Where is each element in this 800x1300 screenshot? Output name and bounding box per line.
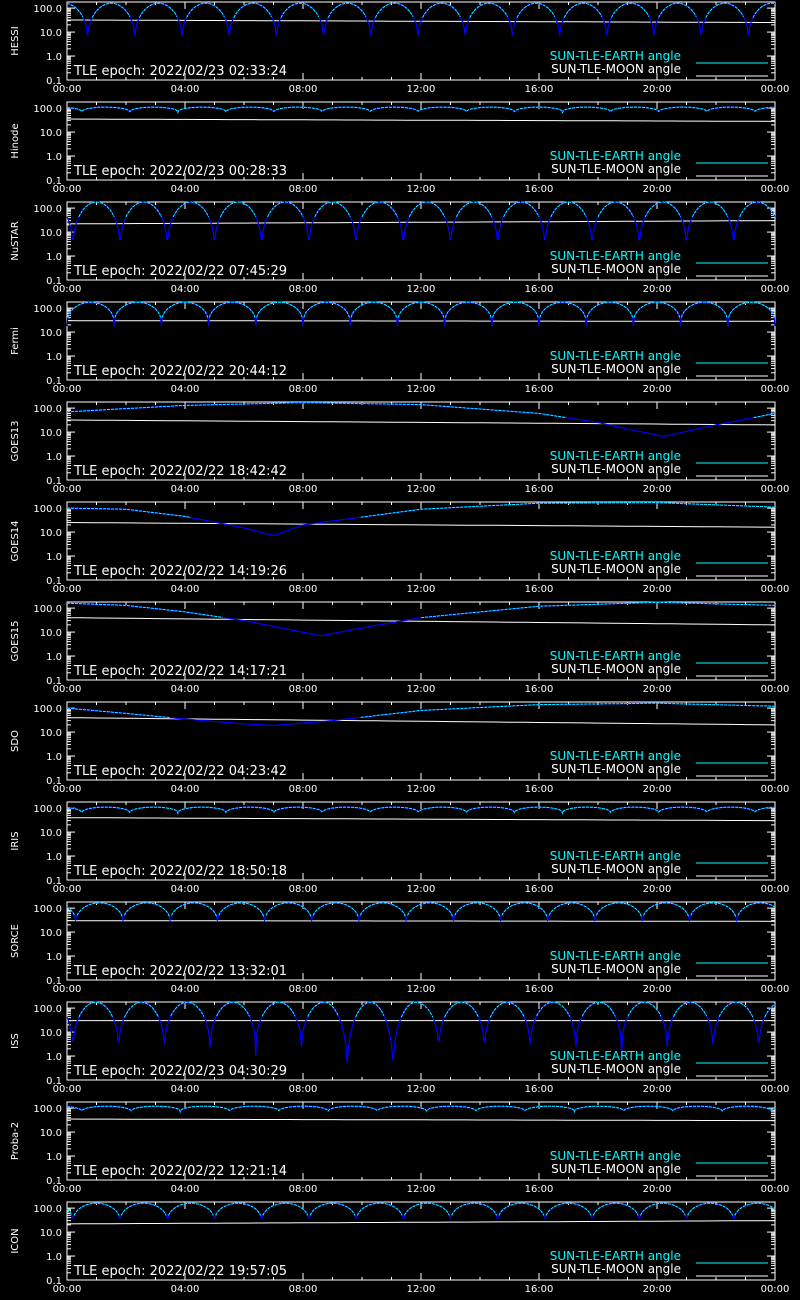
y-tick-label: 0.1: [46, 476, 62, 487]
sun-tle-earth-series-high: [67, 403, 566, 418]
sun-tle-earth-series-high: [540, 302, 586, 317]
y-tick-label: 0.1: [46, 276, 62, 287]
x-tick-label: 08:00: [288, 984, 318, 995]
sun-tle-earth-series-high: [641, 1203, 686, 1215]
legend-moon-label: SUN-TLE-MOON angle: [551, 562, 681, 576]
tle-epoch-label: TLE epoch: 2022/02/22 18:50:18: [74, 864, 288, 879]
y-tick-label: 1.0: [46, 252, 62, 264]
sun-tle-earth-series-high: [360, 903, 405, 917]
x-tick-label: 00:00: [760, 1184, 790, 1195]
y-tick-label: 10.0: [39, 128, 62, 140]
sun-tle-earth-series-high: [587, 302, 633, 317]
panel-goes15: [10, 602, 789, 695]
sun-tle-earth-series-high: [445, 302, 491, 317]
y-tick-label: 0.1: [46, 976, 62, 987]
sun-tle-earth-series-high: [67, 508, 191, 517]
x-tick-label: 16:00: [524, 284, 554, 295]
sun-tle-earth-series-high: [328, 3, 366, 17]
x-tick-label: 00:00: [52, 184, 82, 195]
x-tick-label: 08:00: [288, 884, 318, 895]
legend-earth-label: SUN-TLE-EARTH angle: [549, 1149, 681, 1163]
tle-epoch-label: TLE epoch: 2022/02/22 14:19:26: [74, 564, 288, 579]
x-tick-label: 04:00: [170, 284, 200, 295]
sun-tle-earth-series-high: [688, 1203, 733, 1215]
x-tick-label: 20:00: [642, 1284, 672, 1295]
x-tick-label: 00:00: [52, 584, 82, 595]
x-tick-label: 16:00: [524, 684, 554, 695]
tle-epoch-label: TLE epoch: 2022/02/22 20:44:12: [74, 364, 288, 379]
x-tick-label: 16:00: [524, 1284, 554, 1295]
x-tick-label: 12:00: [406, 584, 436, 595]
sun-tle-earth-series-high: [611, 3, 649, 17]
sun-tle-earth-series-high: [139, 3, 177, 17]
sun-tle-earth-series-high: [644, 903, 689, 917]
sun-tle-earth-series-high: [67, 603, 223, 617]
sun-tle-moon-series: [67, 921, 775, 922]
y-tick-label: 0.1: [46, 1076, 62, 1087]
sun-tle-earth-series-high: [546, 1203, 591, 1215]
sun-tle-earth-series-high: [361, 703, 775, 717]
panel-icon: [10, 1202, 789, 1295]
satellite-name: SDO: [10, 730, 21, 752]
x-tick-label: 20:00: [642, 384, 672, 395]
legend-earth-label: SUN-TLE-EARTH angle: [549, 549, 681, 563]
legend-moon-label: SUN-TLE-MOON angle: [551, 1162, 681, 1176]
x-tick-label: 00:00: [52, 484, 82, 495]
legend-earth-label: SUN-TLE-EARTH angle: [549, 249, 681, 263]
legend-earth-label: SUN-TLE-EARTH angle: [549, 649, 681, 663]
y-tick-label: 100.0: [33, 504, 62, 516]
tle-epoch-label: TLE epoch: 2022/02/23 04:30:29: [74, 1064, 288, 1079]
sun-tle-earth-series-high: [121, 1203, 166, 1215]
y-tick-label: 100.0: [33, 4, 62, 16]
x-tick-label: 12:00: [406, 284, 436, 295]
legend-moon-label: SUN-TLE-MOON angle: [551, 1062, 681, 1076]
x-tick-label: 20:00: [642, 84, 672, 95]
x-tick-label: 08:00: [288, 484, 318, 495]
x-tick-label: 00:00: [52, 884, 82, 895]
satellite-name: HESSI: [10, 26, 21, 56]
legend-moon-label: SUN-TLE-MOON angle: [551, 162, 681, 176]
x-tick-label: 20:00: [642, 684, 672, 695]
sun-tle-moon-series: [67, 420, 775, 425]
sun-tle-earth-series-high: [169, 1203, 214, 1215]
x-tick-label: 00:00: [52, 784, 82, 795]
y-tick-label: 100.0: [33, 804, 62, 816]
y-tick-label: 0.1: [46, 76, 62, 87]
x-tick-label: 16:00: [524, 184, 554, 195]
satellite-name: GOES15: [10, 620, 21, 662]
panel-proba-2: [10, 1102, 789, 1195]
sun-tle-earth-series-high: [493, 302, 539, 317]
x-tick-label: 04:00: [170, 684, 200, 695]
sun-tle-earth-series-high: [281, 3, 319, 17]
y-tick-label: 100.0: [33, 104, 62, 116]
legend-moon-label: SUN-TLE-MOON angle: [551, 62, 681, 76]
y-tick-label: 100.0: [33, 404, 62, 416]
sun-tle-earth-series-high: [596, 903, 641, 917]
y-tick-label: 10.0: [39, 228, 62, 240]
x-tick-label: 00:00: [760, 384, 790, 395]
sun-tle-earth-series-high: [234, 3, 272, 17]
x-tick-label: 00:00: [760, 184, 790, 195]
panel-nustar: [10, 202, 789, 295]
y-tick-label: 100.0: [33, 904, 62, 916]
y-tick-label: 1.0: [46, 952, 62, 964]
x-tick-label: 00:00: [760, 1284, 790, 1295]
x-tick-label: 08:00: [288, 684, 318, 695]
x-tick-label: 16:00: [524, 784, 554, 795]
tle-epoch-label: TLE epoch: 2022/02/22 04:23:42: [74, 764, 288, 779]
y-tick-label: 10.0: [39, 1228, 62, 1240]
sun-tle-moon-series: [67, 1119, 775, 1121]
sun-tle-earth-series-high: [706, 3, 744, 17]
tle-epoch-label: TLE epoch: 2022/02/23 00:28:33: [74, 164, 288, 179]
x-tick-label: 00:00: [760, 784, 790, 795]
y-tick-label: 10.0: [39, 1128, 62, 1140]
x-tick-label: 16:00: [524, 1084, 554, 1095]
x-tick-label: 00:00: [760, 84, 790, 95]
x-tick-label: 04:00: [170, 1084, 200, 1095]
sun-tle-moon-series: [67, 221, 775, 224]
sun-tle-moon-series: [67, 321, 775, 322]
sun-tle-earth-series-high: [351, 302, 397, 317]
sun-tle-earth-series-high: [593, 1203, 638, 1215]
sun-tle-moon-series: [67, 523, 775, 528]
x-tick-label: 00:00: [760, 584, 790, 595]
tle-epoch-label: TLE epoch: 2022/02/22 07:45:29: [74, 264, 288, 279]
y-tick-label: 1.0: [46, 652, 62, 664]
sun-tle-earth-series-high: [77, 903, 122, 917]
legend-moon-label: SUN-TLE-MOON angle: [551, 962, 681, 976]
sun-tle-earth-series-high: [421, 602, 775, 617]
x-tick-label: 04:00: [170, 384, 200, 395]
legend-moon-label: SUN-TLE-MOON angle: [551, 262, 681, 276]
legend-earth-label: SUN-TLE-EARTH angle: [549, 949, 681, 963]
y-tick-label: 1.0: [46, 152, 62, 164]
x-tick-label: 16:00: [524, 584, 554, 595]
x-tick-label: 20:00: [642, 1184, 672, 1195]
x-tick-label: 08:00: [288, 1084, 318, 1095]
y-tick-label: 1.0: [46, 1152, 62, 1164]
sun-tle-earth-series-high: [408, 903, 453, 917]
sun-tle-earth-series-high: [735, 1203, 775, 1215]
y-tick-label: 100.0: [33, 604, 62, 616]
x-tick-label: 20:00: [642, 784, 672, 795]
y-tick-label: 10.0: [39, 728, 62, 740]
sun-tle-earth-series-high: [681, 302, 727, 317]
satellite-name: NuSTAR: [10, 221, 21, 261]
y-tick-label: 0.1: [46, 376, 62, 387]
panel-hessi: [10, 2, 789, 95]
x-tick-label: 12:00: [406, 684, 436, 695]
sun-tle-moon-series: [67, 818, 775, 821]
x-tick-label: 16:00: [524, 884, 554, 895]
y-tick-label: 1.0: [46, 1252, 62, 1264]
sun-tle-earth-series-high: [257, 302, 303, 317]
satellite-name: Proba-2: [10, 1121, 21, 1161]
x-tick-label: 16:00: [524, 384, 554, 395]
y-tick-label: 1.0: [46, 1052, 62, 1064]
x-tick-label: 00:00: [52, 684, 82, 695]
x-tick-label: 08:00: [288, 184, 318, 195]
legend-moon-label: SUN-TLE-MOON angle: [551, 762, 681, 776]
x-tick-label: 12:00: [406, 184, 436, 195]
y-tick-label: 0.1: [46, 1176, 62, 1187]
y-tick-label: 1.0: [46, 852, 62, 864]
x-tick-label: 00:00: [760, 684, 790, 695]
sun-tle-earth-series-high: [361, 503, 775, 518]
sun-tle-earth-series-high: [659, 3, 697, 17]
sun-tle-earth-series-high: [263, 1203, 308, 1215]
satellite-name: GOES14: [10, 520, 21, 562]
x-tick-label: 00:00: [52, 984, 82, 995]
legend-moon-label: SUN-TLE-MOON angle: [551, 362, 681, 376]
satellite-name: ICON: [10, 1228, 21, 1254]
sun-tle-earth-series-high: [423, 3, 461, 17]
sun-tle-earth-series-high: [209, 302, 255, 317]
y-tick-label: 0.1: [46, 776, 62, 787]
sun-tle-moon-series: [67, 718, 775, 725]
panel-hinode: [10, 102, 789, 195]
y-tick-label: 10.0: [39, 1028, 62, 1040]
y-tick-label: 1.0: [46, 552, 62, 564]
legend-earth-label: SUN-TLE-EARTH angle: [549, 1049, 681, 1063]
legend-moon-label: SUN-TLE-MOON angle: [551, 662, 681, 676]
legend-earth-label: SUN-TLE-EARTH angle: [549, 349, 681, 363]
sun-tle-earth-series-high: [357, 1203, 402, 1215]
y-tick-label: 10.0: [39, 528, 62, 540]
sun-tle-earth-series-high: [564, 3, 602, 17]
y-tick-label: 100.0: [33, 304, 62, 316]
sun-tle-earth-series-high: [216, 1203, 261, 1215]
x-tick-label: 00:00: [760, 884, 790, 895]
legend-earth-label: SUN-TLE-EARTH angle: [549, 449, 681, 463]
legend-earth-label: SUN-TLE-EARTH angle: [549, 149, 681, 163]
y-tick-label: 100.0: [33, 1204, 62, 1216]
sun-tle-earth-series-high: [187, 3, 225, 17]
sun-tle-earth-series-high: [308, 1002, 339, 1016]
legend-earth-label: SUN-TLE-EARTH angle: [549, 749, 681, 763]
x-tick-label: 00:00: [760, 284, 790, 295]
tle-epoch-label: TLE epoch: 2022/02/22 18:42:42: [74, 464, 288, 479]
x-tick-label: 20:00: [642, 284, 672, 295]
tle-epoch-label: TLE epoch: 2022/02/22 12:21:14: [74, 1164, 288, 1179]
legend-moon-label: SUN-TLE-MOON angle: [551, 862, 681, 876]
panel-goes14: [10, 502, 789, 595]
x-tick-label: 00:00: [52, 1084, 82, 1095]
sun-tle-earth-series-high: [455, 903, 500, 917]
legend-moon-label: SUN-TLE-MOON angle: [551, 1262, 681, 1276]
sun-tle-earth-series-high: [691, 903, 736, 917]
sun-tle-earth-series-high: [549, 903, 594, 917]
y-tick-label: 10.0: [39, 628, 62, 640]
x-tick-label: 00:00: [52, 1284, 82, 1295]
y-tick-label: 0.1: [46, 876, 62, 887]
x-tick-label: 08:00: [288, 784, 318, 795]
x-tick-label: 08:00: [288, 1184, 318, 1195]
satellite-name: ISS: [10, 1033, 21, 1049]
sun-tle-earth-series-high: [74, 1203, 119, 1215]
sun-tle-earth-series-high: [92, 3, 130, 17]
x-tick-label: 12:00: [406, 484, 436, 495]
sun-tle-moon-series: [67, 618, 775, 625]
x-tick-label: 20:00: [642, 184, 672, 195]
x-tick-label: 00:00: [760, 984, 790, 995]
sun-tle-earth-series-high: [310, 1203, 355, 1215]
x-tick-label: 04:00: [170, 184, 200, 195]
panel-goes13: [10, 402, 789, 495]
y-tick-label: 10.0: [39, 328, 62, 340]
y-tick-label: 1.0: [46, 352, 62, 364]
sun-tle-earth-series-high: [517, 3, 555, 17]
sun-tle-earth-series-high: [729, 302, 775, 317]
sun-tle-earth-series-high: [499, 1203, 544, 1215]
x-tick-label: 00:00: [52, 284, 82, 295]
sun-tle-earth-series-high: [470, 3, 508, 17]
y-tick-label: 0.1: [46, 1276, 62, 1287]
tle-epoch-label: TLE epoch: 2022/02/22 14:17:21: [74, 664, 288, 679]
sun-tle-earth-series-high: [502, 903, 547, 917]
x-tick-label: 16:00: [524, 84, 554, 95]
x-tick-label: 12:00: [406, 984, 436, 995]
x-tick-label: 04:00: [170, 784, 200, 795]
y-tick-label: 0.1: [46, 676, 62, 687]
y-tick-label: 0.1: [46, 176, 62, 187]
x-tick-label: 08:00: [288, 384, 318, 395]
panel-fermi: [10, 302, 789, 395]
x-tick-label: 08:00: [288, 1284, 318, 1295]
satellite-name: Hinode: [10, 123, 21, 159]
panel-sdo: [10, 702, 789, 795]
satellite-name: GOES13: [10, 420, 21, 462]
x-tick-label: 12:00: [406, 384, 436, 395]
x-tick-label: 20:00: [642, 1084, 672, 1095]
x-tick-label: 12:00: [406, 1284, 436, 1295]
x-tick-label: 04:00: [170, 84, 200, 95]
x-tick-label: 08:00: [288, 284, 318, 295]
sun-tle-earth-series-high: [68, 302, 114, 317]
satellite-name: IRIS: [10, 831, 21, 851]
x-tick-label: 00:00: [52, 1184, 82, 1195]
x-tick-label: 20:00: [642, 984, 672, 995]
x-tick-label: 04:00: [170, 1184, 200, 1195]
x-tick-label: 16:00: [524, 484, 554, 495]
y-tick-label: 1.0: [46, 752, 62, 764]
sun-tle-earth-series-high: [172, 903, 217, 917]
y-tick-label: 100.0: [33, 1004, 62, 1016]
x-tick-label: 16:00: [524, 1184, 554, 1195]
x-tick-label: 00:00: [760, 1084, 790, 1095]
x-tick-label: 12:00: [406, 1084, 436, 1095]
panel-iris: [10, 802, 789, 895]
sun-tle-earth-series-high: [738, 903, 775, 916]
sun-tle-moon-series: [67, 1221, 775, 1224]
sun-tle-earth-series-high: [219, 903, 264, 917]
x-tick-label: 12:00: [406, 784, 436, 795]
legend-earth-label: SUN-TLE-EARTH angle: [549, 49, 681, 63]
x-tick-label: 04:00: [170, 984, 200, 995]
y-tick-label: 0.1: [46, 576, 62, 587]
sun-tle-earth-series-high: [375, 3, 413, 17]
x-tick-label: 00:00: [760, 484, 790, 495]
x-tick-label: 04:00: [170, 484, 200, 495]
x-tick-label: 20:00: [642, 584, 672, 595]
x-tick-label: 20:00: [642, 884, 672, 895]
sun-tle-earth-series-high: [356, 1002, 384, 1017]
x-tick-label: 00:00: [52, 84, 82, 95]
y-tick-label: 10.0: [39, 428, 62, 440]
panel-iss: [10, 1002, 789, 1095]
sun-tle-earth-series-high: [115, 302, 161, 317]
x-tick-label: 12:00: [406, 1184, 436, 1195]
y-tick-label: 1.0: [46, 52, 62, 64]
x-tick-label: 12:00: [406, 84, 436, 95]
x-tick-label: 08:00: [288, 584, 318, 595]
satellite-name: SORCE: [10, 924, 21, 958]
x-tick-label: 00:00: [52, 384, 82, 395]
sun-tle-earth-series-high: [124, 903, 169, 917]
y-tick-label: 10.0: [39, 828, 62, 840]
tle-epoch-label: TLE epoch: 2022/02/22 13:32:01: [74, 964, 288, 979]
y-tick-label: 100.0: [33, 704, 62, 716]
y-tick-label: 10.0: [39, 928, 62, 940]
legend-earth-label: SUN-TLE-EARTH angle: [549, 849, 681, 863]
tle-epoch-label: TLE epoch: 2022/02/22 19:57:05: [74, 1264, 288, 1279]
y-tick-label: 100.0: [33, 204, 62, 216]
x-tick-label: 16:00: [524, 984, 554, 995]
sun-tle-earth-series-high: [304, 302, 350, 317]
panel-sorce: [10, 902, 789, 995]
x-tick-label: 20:00: [642, 484, 672, 495]
x-tick-label: 08:00: [288, 84, 318, 95]
sun-tle-moon-series: [67, 119, 775, 121]
y-tick-label: 100.0: [33, 1104, 62, 1116]
satellite-name: Fermi: [10, 327, 21, 355]
x-tick-label: 04:00: [170, 1284, 200, 1295]
x-tick-label: 12:00: [406, 884, 436, 895]
sun-tle-earth-series-high: [266, 903, 311, 917]
legend-earth-label: SUN-TLE-EARTH angle: [549, 1249, 681, 1263]
sun-tle-earth-series-high: [313, 903, 358, 917]
tle-epoch-label: TLE epoch: 2022/02/23 02:33:24: [74, 64, 288, 79]
x-tick-label: 04:00: [170, 884, 200, 895]
legend-moon-label: SUN-TLE-MOON angle: [551, 462, 681, 476]
x-tick-label: 04:00: [170, 584, 200, 595]
y-tick-label: 1.0: [46, 452, 62, 464]
y-tick-label: 10.0: [39, 28, 62, 40]
sun-tle-earth-series-high: [452, 1203, 497, 1215]
sun-tle-earth-series-high: [405, 1203, 450, 1215]
